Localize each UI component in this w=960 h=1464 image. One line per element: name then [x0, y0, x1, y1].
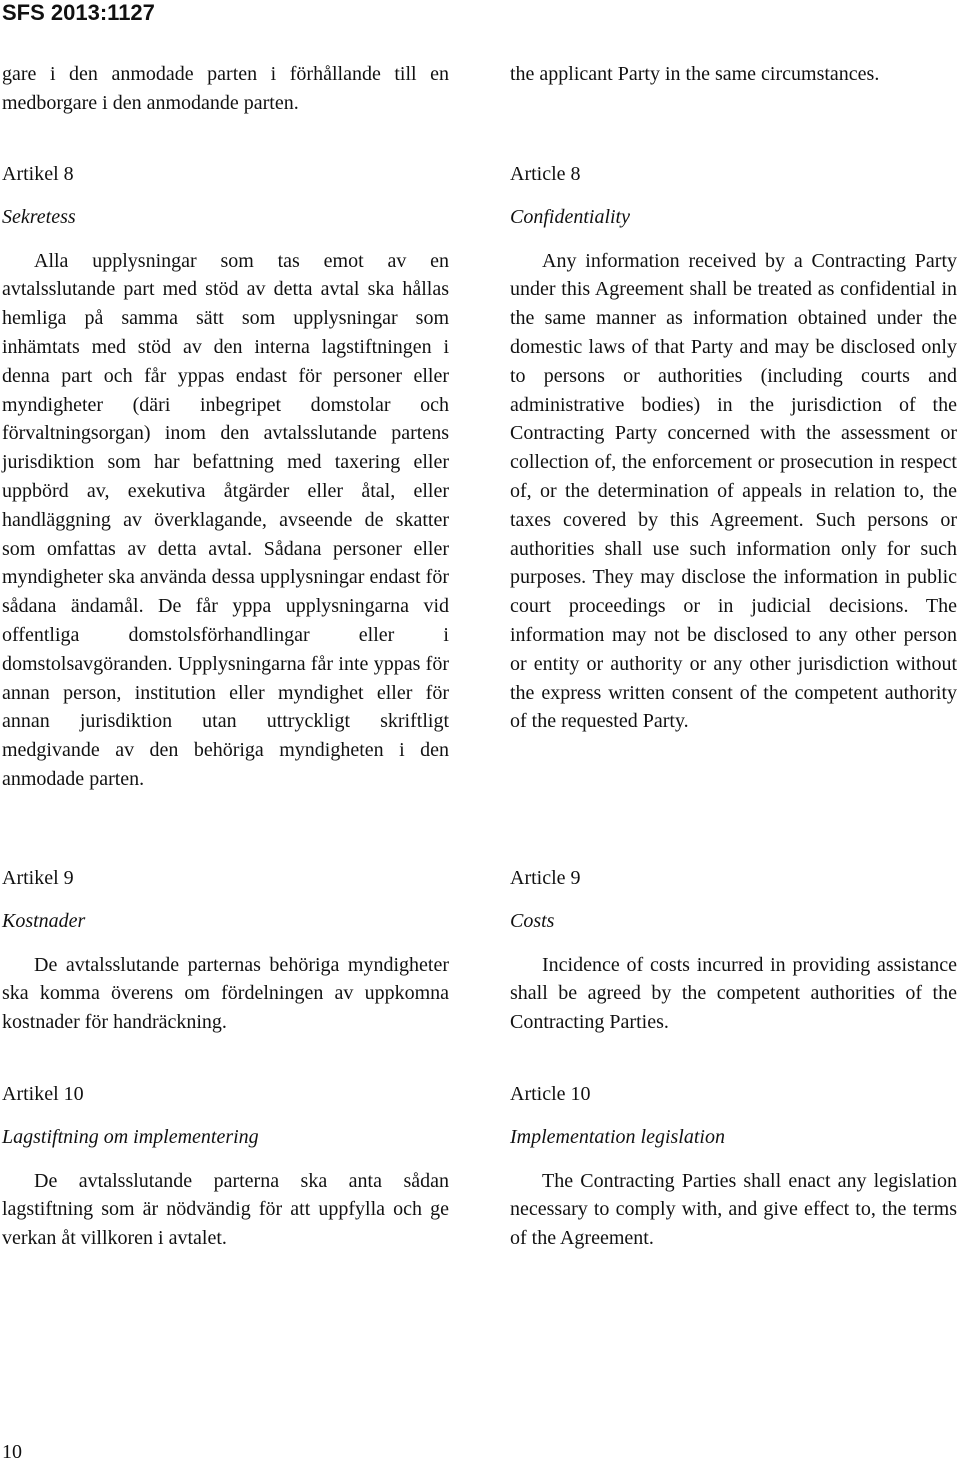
article-text: De avtalsslutande parternas behöriga myndigheter ska komma överens om fördelningen av uppkomna kostnader för handräckning. — [2, 953, 449, 1034]
article-title: Kostnader — [2, 909, 86, 932]
article-heading: Article 9 — [510, 867, 581, 889]
continuation-text-sv: gare i den anmodade parten i förhållande till en medborgare i den anmodande parten. — [2, 63, 449, 114]
article-text: Incidence of costs incurred in providing assistance shall be agreed by the competent authorities of the Contracting Parties. — [510, 953, 957, 1034]
continuation-en — [510, 60, 957, 89]
article-8-en — [510, 160, 957, 736]
continuation-sv — [2, 60, 449, 118]
article-heading: Article 8 — [510, 163, 581, 185]
article-text: Any information received by a Contracting Party under this Agreement shall be treated as confidential in the same manner as information obtained under the domestic laws of that Party and may be disclosed only to persons or authorities (including courts and administrative bodies) in the jurisdiction of the Contracting Party concerned with the assessment or collection of, the enforcement or prosecution in respect of, or the determination of appeals in relation to, the taxes covered by this Agreement. Such persons or authorities shall use such information only for such purposes. They may disclose the information in public court proceedings or in judicial decisions. The information may not be disclosed to any other person or entity or authority or any other jurisdiction without the express written consent of the competent authority of the requested Party. — [510, 249, 957, 733]
article-title: Costs — [510, 909, 555, 932]
article-heading: Article 10 — [510, 1083, 591, 1105]
article-heading: Artikel 9 — [2, 867, 74, 889]
article-10-en — [510, 1080, 957, 1253]
article-title: Sekretess — [2, 205, 76, 228]
article-9-en — [510, 864, 957, 1037]
article-8-sv — [2, 160, 449, 794]
article-9-sv — [2, 864, 449, 1037]
article-title: Implementation legislation — [510, 1125, 725, 1148]
article-heading: Artikel 8 — [2, 163, 74, 185]
article-title: Lagstiftning om implementering — [2, 1125, 259, 1148]
document-id: SFS 2013:1127 — [2, 0, 155, 25]
article-10-sv — [2, 1080, 449, 1253]
article-title: Confidentiality — [510, 205, 630, 228]
continuation-text-en: the applicant Party in the same circumstances. — [510, 63, 880, 85]
article-heading: Artikel 10 — [2, 1083, 84, 1105]
page-number: 10 — [2, 1441, 22, 1463]
article-text: De avtalsslutande parterna ska anta sådan lagstiftning som är nödvändig för att uppfylla och ge verkan åt villkoren i avtalet. — [2, 1169, 449, 1250]
article-text: Alla upplysningar som tas emot av en avtalsslutande part med stöd av detta avtal ska hållas hemliga på samma sätt som upplysningar som inhämtats med stöd av den interna lagstiftningen i denna part och får yppas endast för personer eller myndigheter (däri inbegripet domstolar och förvaltningsorgan) inom den avtalsslutande partens jurisdiktion som har befattning med taxering eller uppbörd av, exekutiva åtgärder eller åtal, eller handläggning av överklagande, avseende de skatter som omfattas av detta avtal. Sådana personer eller myndigheter ska använda dessa upplysningar endast för sådana ändamål. De får yppa upplysningarna vid offentliga domstolsförhandlingar eller i domstolsavgöranden. Upplysningarna får inte yppas för annan person, institution eller myndighet eller för annan jurisdiktion utan uttryckligt skriftligt medgivande av den behöriga myndigheten i den anmodade parten. — [2, 249, 449, 790]
article-text: The Contracting Parties shall enact any legislation necessary to comply with, and give effect to, the terms of the Agreement. — [510, 1169, 957, 1250]
